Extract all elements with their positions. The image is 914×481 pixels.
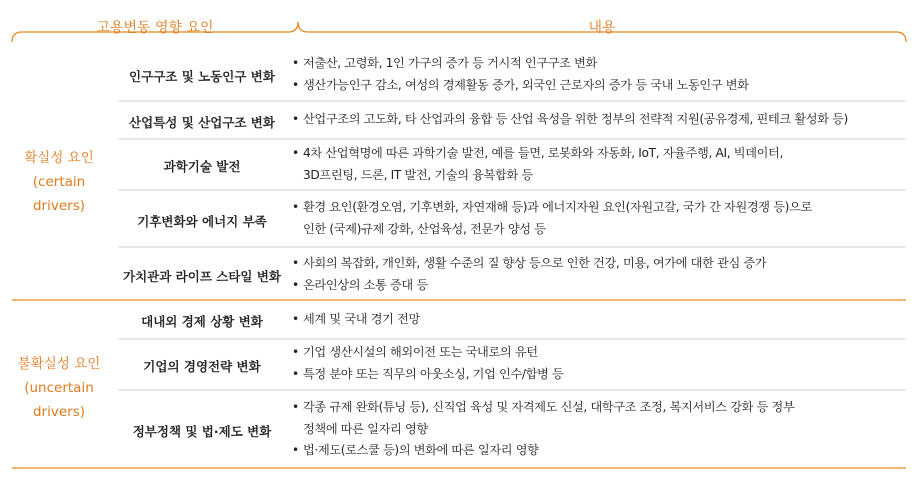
- group-name: 확실성 요인: [24, 150, 94, 166]
- content-list: [292, 342, 906, 385]
- list-item: • 생산가능인구 감소, 여성의 경제활동 증가, 외국인 근로자의 증가 등 국내 노동인구 변화: [292, 75, 906, 97]
- group-certain: [0, 146, 118, 218]
- header-content: 내용: [588, 20, 616, 36]
- list-item: • 법·제도(로스쿨 등)의 변화에 따른 일자리 영향: [292, 440, 906, 462]
- table-row: [118, 190, 908, 247]
- list-item: • 4차 산업혁명에 따른 과학기술 발전, 예를 들면, 로봇화와 자동화, IoT, 자율주행, AI, 빅데이터,: [292, 143, 906, 165]
- list-item: • 세계 및 국내 경기 전망: [292, 309, 906, 331]
- factor-label: 과학기술 발전: [163, 159, 241, 174]
- content-list: [292, 109, 906, 131]
- table-row: [118, 139, 908, 190]
- header-factor: 고용변동 영향 요인: [96, 20, 214, 36]
- table-row: [118, 390, 908, 468]
- group-name: 불확실성 요인: [17, 356, 101, 372]
- group-uncertain: [0, 352, 118, 424]
- factor-label: 산업특성 및 산업구조 변화: [129, 115, 275, 130]
- list-item-continued: 정책에 따른 일자리 영향: [303, 421, 428, 436]
- group-sub: drivers): [32, 198, 86, 214]
- group-sub: drivers): [32, 404, 86, 420]
- list-item: • 저출산, 고령화, 1인 가구의 증가 등 거시적 인구구조 변화: [292, 53, 906, 75]
- factor-label: 기후변화와 에너지 부족: [137, 214, 267, 229]
- list-item: • 특정 분야 또는 직무의 아웃소싱, 기업 인수/합병 등: [292, 364, 906, 386]
- table-row: [118, 50, 908, 100]
- list-item: • 기업 생산시설의 해외이전 또는 국내로의 유턴: [292, 342, 906, 364]
- content-list: [292, 253, 906, 296]
- factor-label: 대내외 경제 상황 변화: [141, 314, 263, 329]
- content-list: [292, 53, 906, 96]
- factor-label: 기업의 경영전략 변화: [143, 359, 261, 374]
- group-sub: (certain: [32, 174, 86, 190]
- content-list: [292, 397, 906, 462]
- list-item: • 온라인상의 소통 증대 등: [292, 275, 906, 297]
- table-row: [118, 101, 908, 139]
- group-sub: (uncertain: [24, 380, 94, 396]
- table-row: [118, 247, 908, 300]
- list-item: • 환경 요인(환경오염, 기후변화, 자연재해 등)과 에너지자원 요인(자원고갈, 국가 간 자원경쟁 등)으로: [292, 197, 906, 219]
- factor-label: 가치관과 라이프 스타일 변화: [123, 269, 281, 284]
- list-item: • 산업구조의 고도화, 타 산업과의 융합 등 산업 육성을 위한 정부의 전략적 지원(공유경제, 핀테크 활성화 등): [292, 109, 906, 131]
- list-item-continued: 인한 (국제)규제 강화, 산업육성, 전문가 양성 등: [303, 221, 546, 236]
- factor-label: 정부정책 및 법·제도 변화: [132, 424, 272, 439]
- table-row: [118, 300, 908, 339]
- list-item: • 사회의 복잡화, 개인화, 생활 수준의 질 향상 등으로 인한 건강, 미용, 여가에 대한 관심 증가: [292, 253, 906, 275]
- table-row: [118, 339, 908, 390]
- content-list: [292, 309, 906, 331]
- list-item: • 각종 규제 완화(튜닝 등), 신직업 육성 및 자격제도 신설, 대학구조 조정, 복지서비스 강화 등 정부: [292, 397, 906, 419]
- list-item-continued: 3D프린팅, 드론, IT 발전, 기술의 융복합화 등: [303, 167, 533, 182]
- content-list: [292, 197, 906, 240]
- content-list: [292, 143, 906, 186]
- factor-label: 인구구조 및 노동인구 변화: [129, 69, 275, 84]
